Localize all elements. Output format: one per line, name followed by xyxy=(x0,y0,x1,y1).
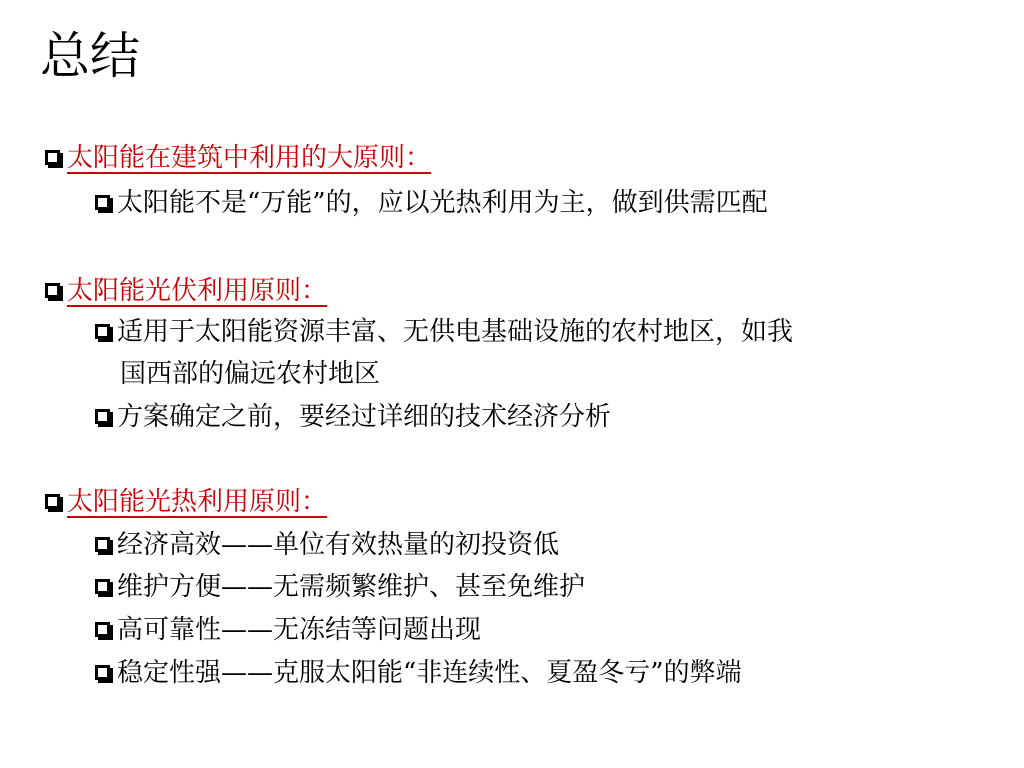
list-item xyxy=(95,396,611,438)
section-heading-pv-principle xyxy=(45,270,327,312)
square-bullet-icon xyxy=(45,283,60,298)
list-item-text: 太阳能不是“万能”的，应以光热利用为主，做到供需匹配 xyxy=(117,188,768,218)
section-heading-text: 太阳能在建筑中利用的大原则： xyxy=(67,143,432,173)
square-bullet-icon xyxy=(45,494,60,509)
list-item-text: 高可靠性——无冻结等问题出现 xyxy=(117,615,482,645)
list-item-text: 国西部的偏远农村地区 xyxy=(120,359,381,389)
list-item xyxy=(95,652,742,694)
list-item-text: 适用于太阳能资源丰富、无供电基础设施的农村地区，如我 xyxy=(117,317,794,347)
square-bullet-icon xyxy=(95,409,110,424)
list-item xyxy=(95,566,585,608)
section-heading-text: 太阳能光热利用原则： xyxy=(67,487,328,517)
square-bullet-icon xyxy=(45,150,60,165)
section-heading-text: 太阳能光伏利用原则： xyxy=(67,276,328,306)
square-bullet-icon xyxy=(95,579,110,594)
square-bullet-icon xyxy=(95,665,110,680)
list-item-text: 方案确定之前，要经过详细的技术经济分析 xyxy=(117,402,612,432)
list-item xyxy=(95,524,559,566)
square-bullet-icon xyxy=(95,195,110,210)
list-item-text: 维护方便——无需频繁维护、甚至免维护 xyxy=(117,572,586,602)
list-item xyxy=(95,609,481,651)
section-heading-thermal-principle xyxy=(45,481,327,523)
square-bullet-icon xyxy=(95,622,110,637)
square-bullet-icon xyxy=(95,324,110,339)
list-item-text: 稳定性强——克服太阳能“非连续性、夏盈冬亏”的弊端 xyxy=(117,658,742,688)
list-item xyxy=(95,311,793,353)
square-bullet-icon xyxy=(95,537,110,552)
slide-title: 总结 xyxy=(40,27,140,85)
list-item xyxy=(95,182,768,224)
list-item-text: 经济高效——单位有效热量的初投资低 xyxy=(117,530,560,560)
section-heading-building-principle xyxy=(45,137,431,179)
list-item-continuation xyxy=(120,353,380,395)
